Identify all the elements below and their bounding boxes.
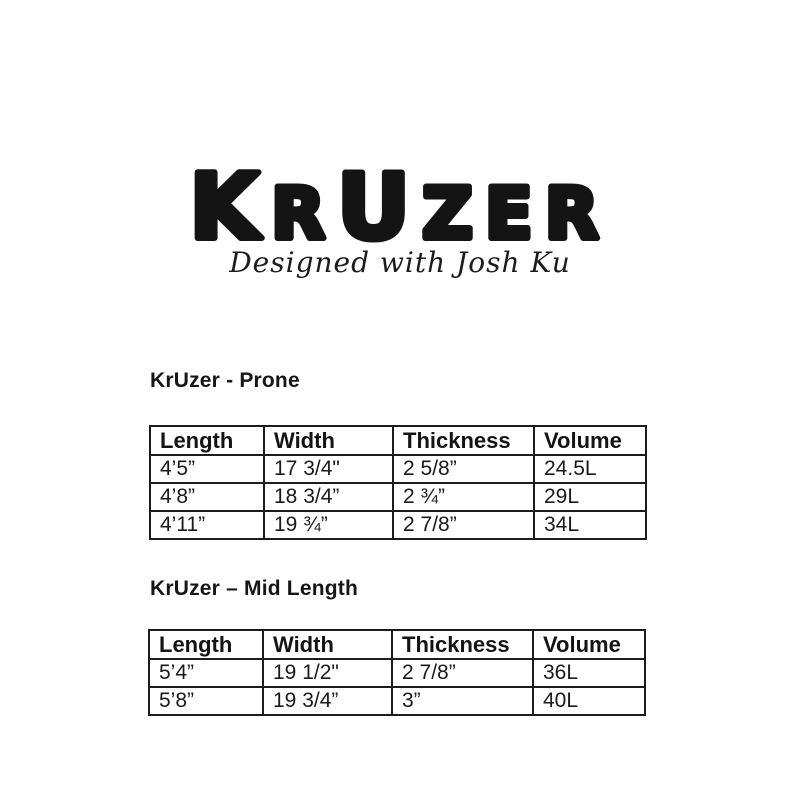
cell: 36L [533, 659, 645, 687]
cell: 5’4” [149, 659, 263, 687]
cell: 2 ¾” [393, 483, 534, 511]
cell: 19 3/4” [263, 687, 392, 715]
kruzer-logo [0, 150, 800, 250]
logo-letter-U: U [337, 155, 423, 250]
cell: 17 3/4" [264, 455, 393, 483]
cell: 4’11” [150, 511, 264, 539]
table-row [149, 659, 645, 687]
logo-tagline: Designed with Josh Ku [229, 246, 571, 279]
cell: 29L [534, 483, 646, 511]
table-row [149, 687, 645, 715]
table-prone [149, 425, 647, 540]
cell: 18 3/4” [264, 483, 393, 511]
table-mid-length [148, 629, 646, 716]
cell: 4’8” [150, 483, 264, 511]
col-header-width: Width [263, 630, 392, 659]
col-header-width: Width [264, 426, 393, 455]
col-header-length: Length [149, 630, 263, 659]
logo-letters-zer: ZER [422, 173, 611, 250]
col-header-thickness: Thickness [393, 426, 534, 455]
cell: 5’8” [149, 687, 263, 715]
col-header-length: Length [150, 426, 264, 455]
logo-letter-r: R [271, 173, 338, 250]
table-header-row [150, 426, 646, 455]
cell: 24.5L [534, 455, 646, 483]
heading-mid-length: KrUzer – Mid Length [150, 577, 358, 600]
cell: 19 ¾” [264, 511, 393, 539]
col-header-thickness: Thickness [392, 630, 533, 659]
col-header-volume: Volume [533, 630, 645, 659]
cell: 4’5” [150, 455, 264, 483]
col-header-volume: Volume [534, 426, 646, 455]
table-header-row [149, 630, 645, 659]
cell: 19 1/2" [263, 659, 392, 687]
cell: 3” [392, 687, 533, 715]
cell: 2 7/8” [392, 659, 533, 687]
table-row [150, 455, 646, 483]
cell: 34L [534, 511, 646, 539]
svg-text:KRUZER [189, 155, 610, 250]
cell: 2 7/8” [393, 511, 534, 539]
logo-letter-K: K [189, 155, 272, 250]
table-row [150, 483, 646, 511]
cell: 2 5/8” [393, 455, 534, 483]
table-row [150, 511, 646, 539]
cell: 40L [533, 687, 645, 715]
heading-prone: KrUzer - Prone [150, 369, 300, 392]
